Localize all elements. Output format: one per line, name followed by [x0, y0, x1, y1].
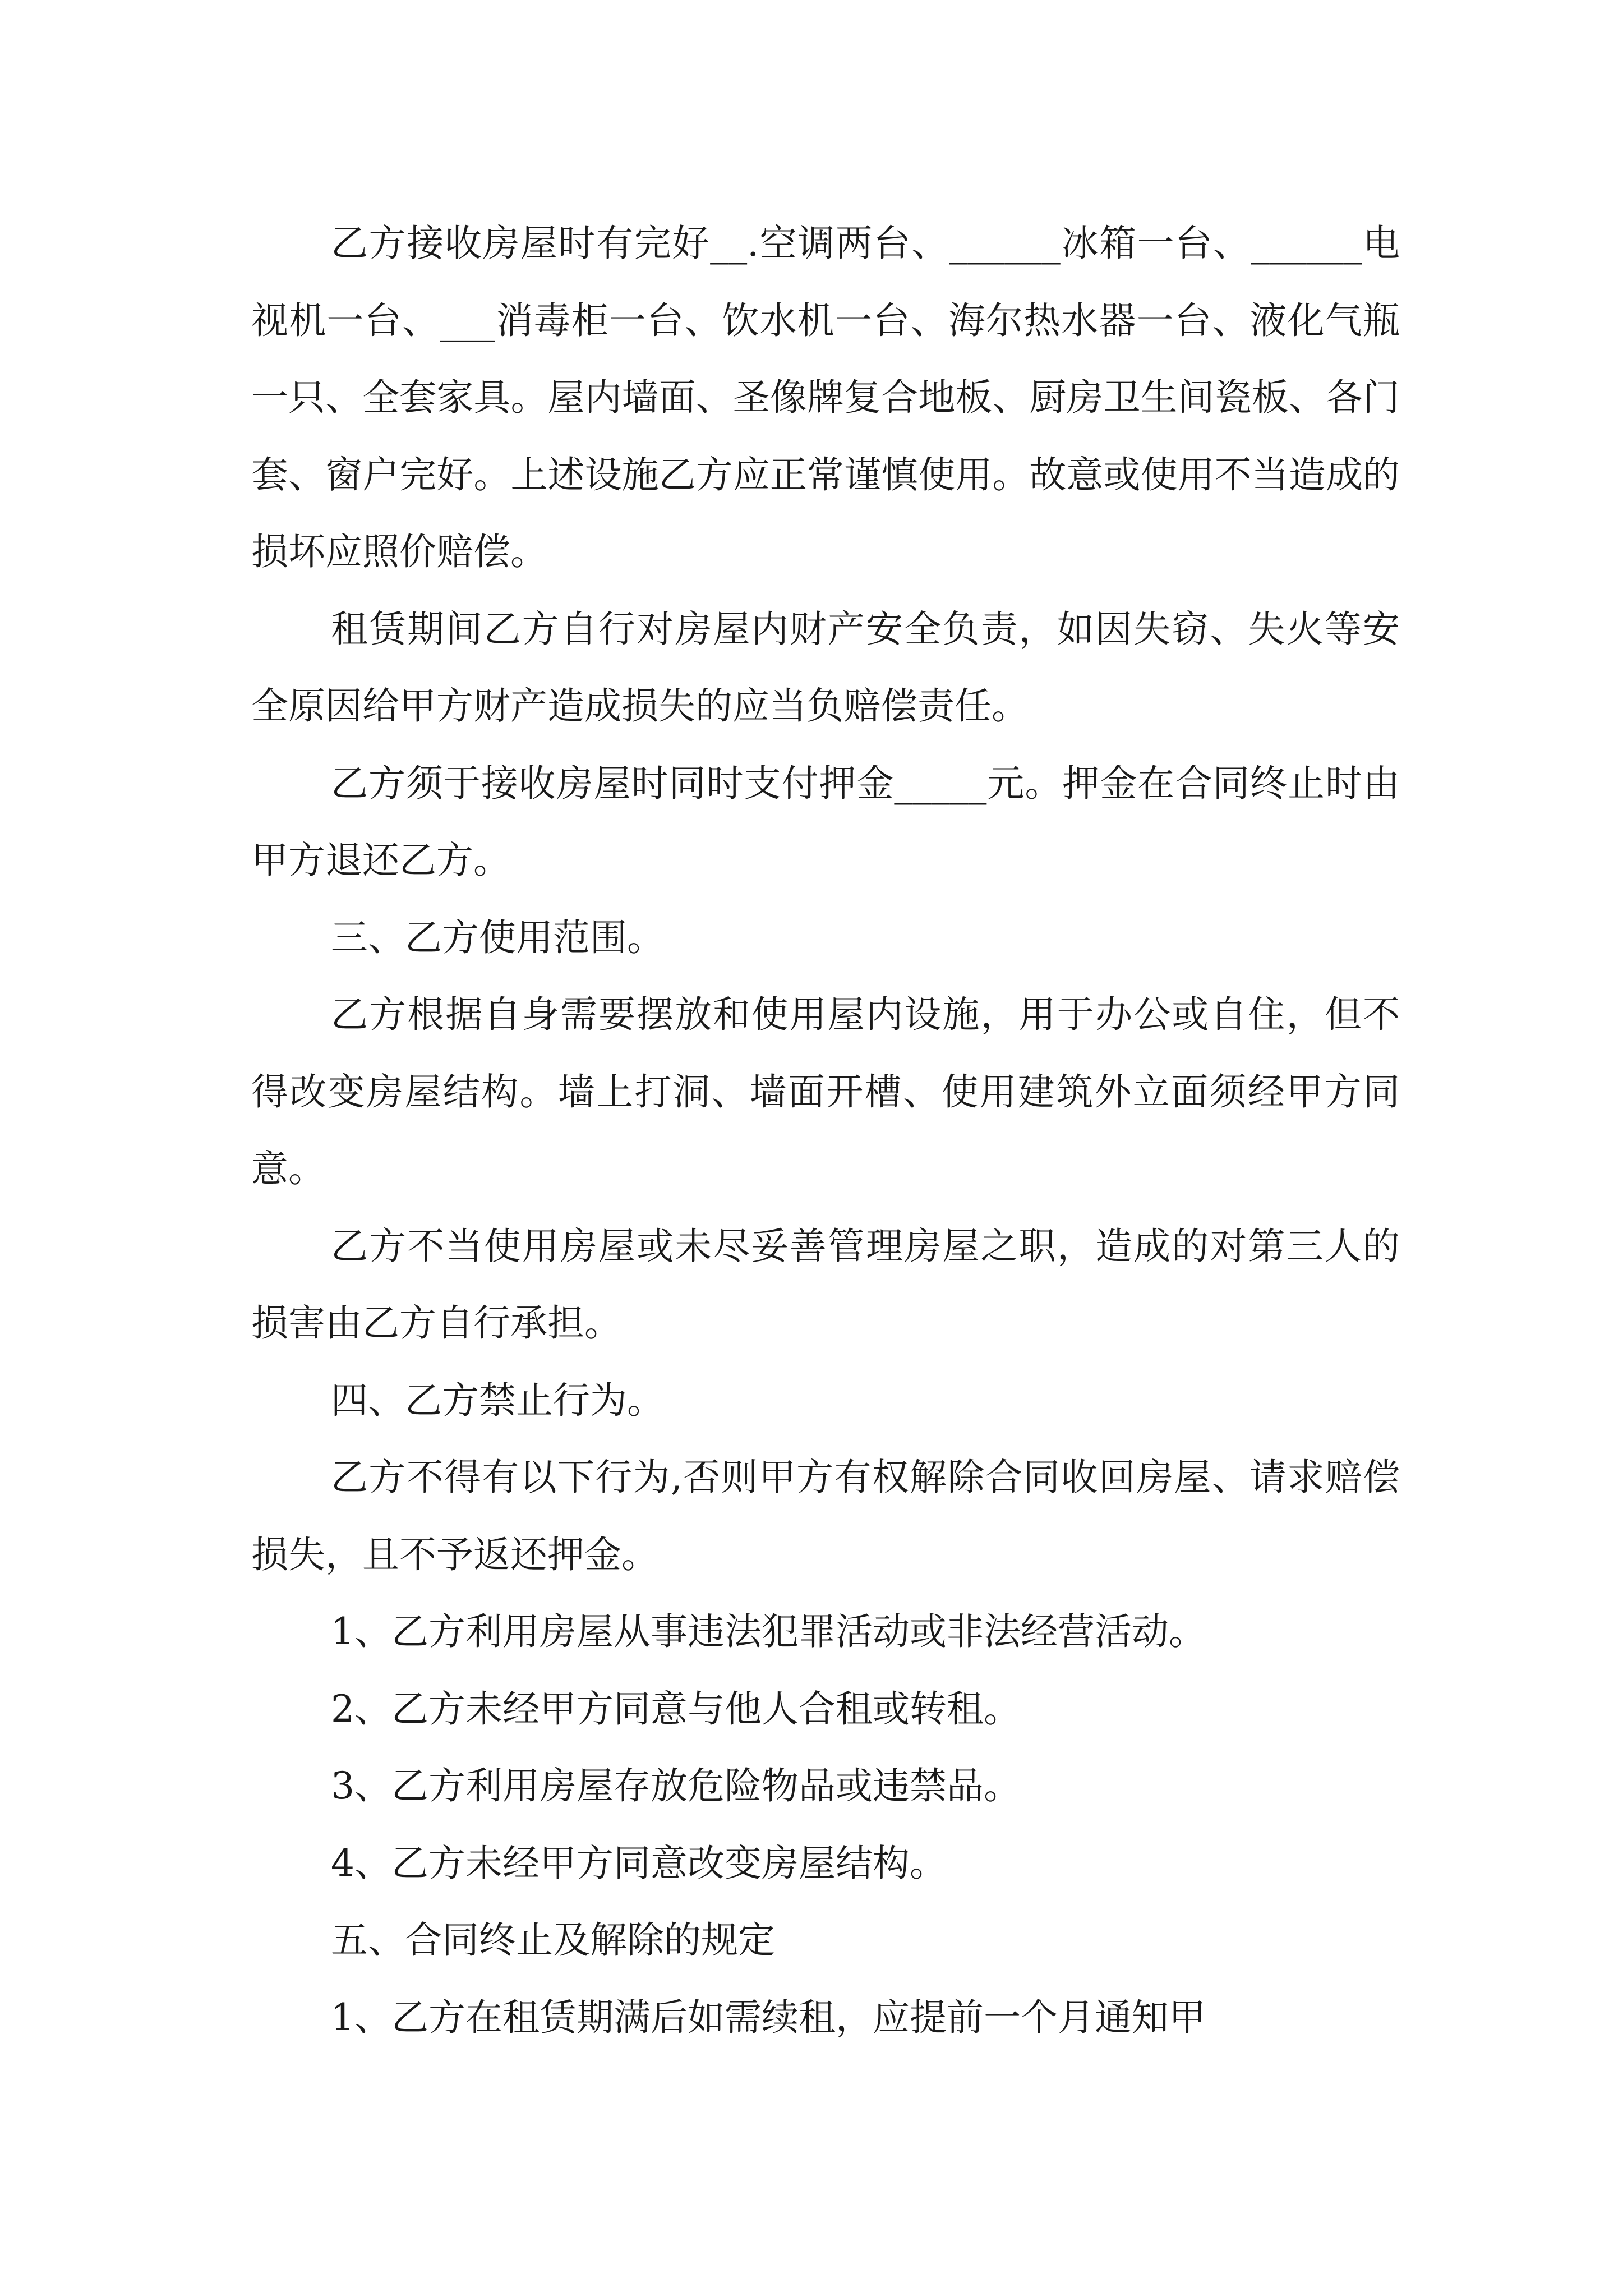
paragraph-deposit: 乙方须于接收房屋时同时支付押金_____元。押金在合同终止时由甲方退还乙方。 [251, 761, 1400, 882]
paragraph-facilities: 乙方接收房屋时有完好__.空调两台、______冰箱一台、______电视机一台、___消毒柜一台、饮水机一台、海尔热水器一台、液化气瓶一只、全套家具。屋内墙面、圣像牌复合地板、厨房卫生间瓷板、各门套、窗户完好。上述设施乙方应正常谨慎使用。故意或使用不当造成的损坏应照价赔偿。 [251, 222, 1400, 573]
list-item-prohibited-1: 1、乙方利用房屋从事违法犯罪活动或非法经营活动。 [331, 1610, 1206, 1653]
list-item-prohibited-4: 4、乙方未经甲方同意改变房屋结构。 [331, 1841, 947, 1885]
paragraph-property-safety: 租赁期间乙方自行对房屋内财产安全负责，如因失窃、失火等安全原因给甲方财产造成损失的应当负赔偿责任。 [251, 607, 1400, 728]
section-heading-usage-scope: 三、乙方使用范围。 [331, 915, 664, 959]
paragraph-third-party-liability: 乙方不当使用房屋或未尽妥善管理房屋之职，造成的对第三人的损害由乙方自行承担。 [251, 1224, 1400, 1345]
list-item-termination-1: 1、乙方在租赁期满后如需续租，应提前一个月通知甲 [331, 1995, 1206, 2039]
list-item-prohibited-3: 3、乙方利用房屋存放危险物品或违禁品。 [331, 1764, 1021, 1807]
list-item-prohibited-2: 2、乙方未经甲方同意与他人合租或转租。 [331, 1687, 1021, 1731]
paragraph-usage-scope: 乙方根据自身需要摆放和使用屋内设施，用于办公或自住，但不得改变房屋结构。墙上打洞、墙面开槽、使用建筑外立面须经甲方同意。 [251, 993, 1400, 1190]
document-body [251, 205, 1400, 2056]
section-heading-termination: 五、合同终止及解除的规定 [331, 1918, 775, 1962]
paragraph-prohibited-acts-intro: 乙方不得有以下行为,否则甲方有权解除合同收回房屋、请求赔偿损失，且不予返还押金。 [251, 1456, 1400, 1576]
section-heading-prohibited-acts: 四、乙方禁止行为。 [331, 1378, 664, 1422]
